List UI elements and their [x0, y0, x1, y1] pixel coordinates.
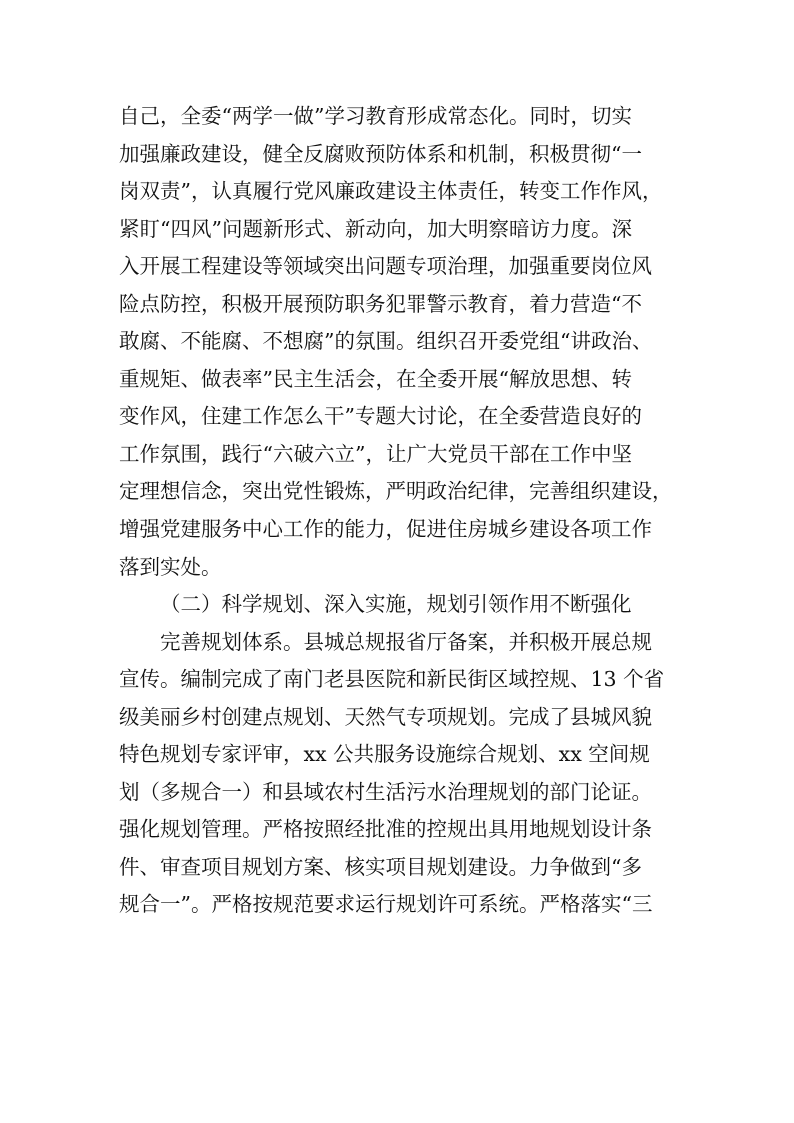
text-line: 入开展工程建设等领域突出问题专项治理，加强重要岗位风 [119, 254, 652, 279]
text-line: 宣传。编制完成了南门老县医院和新民街区域控规、13 个省 [119, 667, 665, 692]
document-body [119, 98, 689, 924]
text-line: 定理想信念，突出党性锻炼，严明政治纪律，完善组织建设， [119, 479, 673, 504]
text-line: 紧盯“四风”问题新形式、新动向，加大明察暗访力度。深 [119, 216, 632, 241]
text-line: 完善规划体系。县城总规报省厅备案，并积极开展总规 [160, 629, 652, 654]
text-line: 划（多规合一）和县域农村生活污水治理规划的部门论证。 [119, 779, 652, 804]
text-line: 险点防控，积极开展预防职务犯罪警示教育，着力营造“不 [119, 291, 642, 316]
section-heading: （二）科学规划、深入实施，规划引领作用不断强化 [160, 592, 632, 617]
text-line: 增强党建服务中心工作的能力，促进住房城乡建设各项工作 [119, 517, 652, 542]
text-line: 岗双责”，认真履行党风廉政建设主体责任，转变工作作风， [119, 179, 663, 204]
text-line: 加强廉政建设，健全反腐败预防体系和机制，积极贯彻“一 [119, 141, 642, 166]
text-line: 落到实处。 [119, 554, 222, 579]
text-line: 敢腐、不能腐、不想腐”的氛围。组织召开委党组“讲政治、 [119, 329, 653, 354]
paragraph-planning [119, 624, 689, 924]
paragraph-party-building [119, 98, 689, 586]
text-line: 工作氛围，践行“六破六立”，让广大党员干部在工作中坚 [119, 441, 632, 466]
text-line: 规合一”。严格按规范要求运行规划许可系统。严格落实“三 [119, 892, 653, 917]
text-line: 自己，全委“两学一做”学习教育形成常态化。同时，切实 [119, 104, 632, 128]
text-line: 变作风，住建工作怎么干”专题大讨论，在全委营造良好的 [119, 404, 642, 429]
text-line: 级美丽乡村创建点规划、天然气专项规划。完成了县城风貌 [119, 704, 652, 729]
text-line: 强化规划管理。严格按照经批准的控规出具用地规划设计条 [119, 817, 652, 842]
text-line: 重规矩、做表率”民主生活会，在全委开展“解放思想、转 [119, 366, 632, 391]
text-line: 件、审查项目规划方案、核实项目规划建设。力争做到“多 [119, 854, 642, 879]
text-line: 特色规划专家评审，xx 公共服务设施综合规划、xx 空间规 [119, 742, 650, 767]
